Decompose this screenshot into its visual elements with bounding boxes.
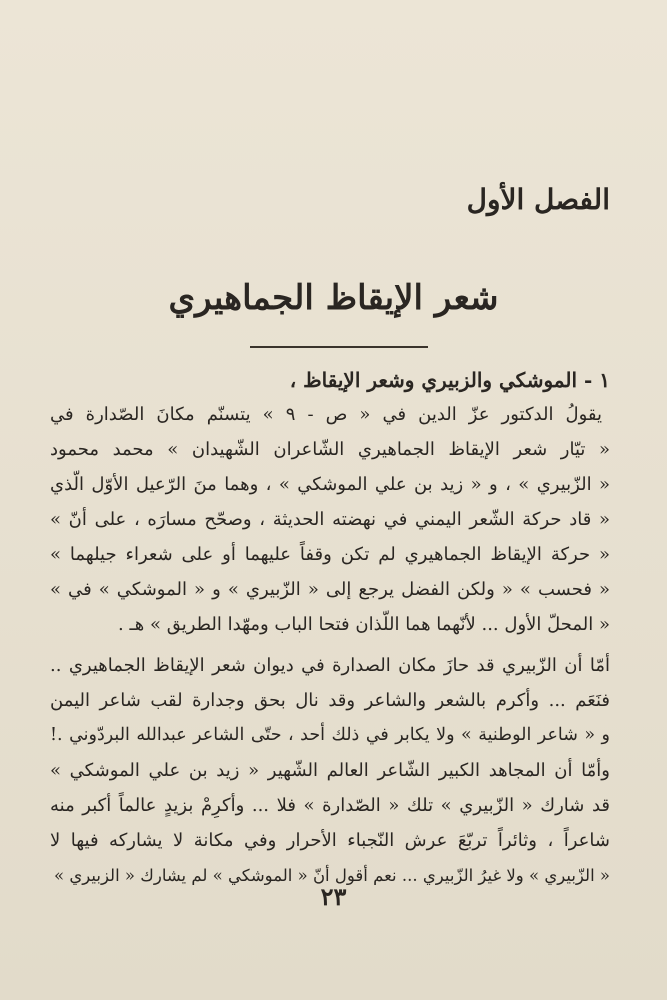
paragraph-line: « قاد حركة الشّعر اليمني في نهضته الحديثة ، وصحّح مسارَه ، على أنّ »	[50, 509, 610, 530]
paragraph-line: « تيّار شعر الإيقاظ الجماهيري الشّاعران الشّهيدان » محمد محمود	[50, 439, 610, 460]
paragraph-line: « المحلّ الأول ... لأنّهما هما اللّذان فتحا الباب ومهّدا الطريق » هـ .	[118, 614, 610, 635]
paragraph-line: « الزّبيري » ، و « زيد بن علي الموشكي » ، وهما منَ الرّعيل الأوّل الّذي	[50, 474, 610, 495]
section-title: شعر الإيقاظ الجماهيري	[168, 278, 499, 318]
paragraph-line: يقولُ الدكتور عزّ الدين في « ص - ٩ » يتسنّم مكانَ الصّدارة في	[50, 404, 602, 425]
paragraph-1	[50, 397, 610, 642]
page-number: ٢٣	[320, 882, 347, 911]
paragraph-2	[50, 648, 610, 893]
paragraph-line: فنَعَم ... وأكرم بالشعر والشاعر وقد نال بحق وجدارة لقب شاعر اليمن	[50, 690, 610, 711]
paragraph-line: قد شارك « الزّبيري » تلك « الصّدارة » فلا ... وأكرِمْ بزيدٍ عالماً أكبر منه	[50, 795, 610, 816]
paragraph-line: و « شاعر الوطنية » ولا يكابر في ذلك أحد ، حتّى الشاعر عبدالله البردّوني .!	[50, 725, 610, 745]
paragraph-line: « الزّبيري » ولا غيرُ الزّبيري ... نعم أقول أنّ « الموشكي » لم يشارك « الزبيري »	[54, 866, 610, 885]
paragraph-line: أمّا أن الزّبيري قد حازَ مكان الصدارة في ديوان شعر الإيقاظ الجماهيري ..	[50, 655, 610, 676]
chapter-title: الفصل الأول	[466, 183, 610, 216]
paragraph-line: « حركة الإيقاظ الجماهيري لم تكن وقفاً عليهما أو على شعراء جيلهما »	[50, 544, 610, 565]
paragraph-line: وأمّا أن المجاهد الكبير الشّاعر العالم الشّهير « زيد بن علي الموشكي »	[50, 760, 610, 781]
paragraph-line: شاعراً ، وثائراً تربّعَ عرش النّجباء الأحرار وفي مكانة لا يشاركه فيها لا	[50, 830, 610, 851]
title-underline	[250, 346, 428, 348]
subheading: ١ - الموشكي والزبيري وشعر الإيقاظ ،	[289, 368, 610, 392]
paragraph-line: « فحسب » « ولكن الفضل يرجع إلى « الزّبيري » و « الموشكي » في »	[50, 579, 610, 600]
